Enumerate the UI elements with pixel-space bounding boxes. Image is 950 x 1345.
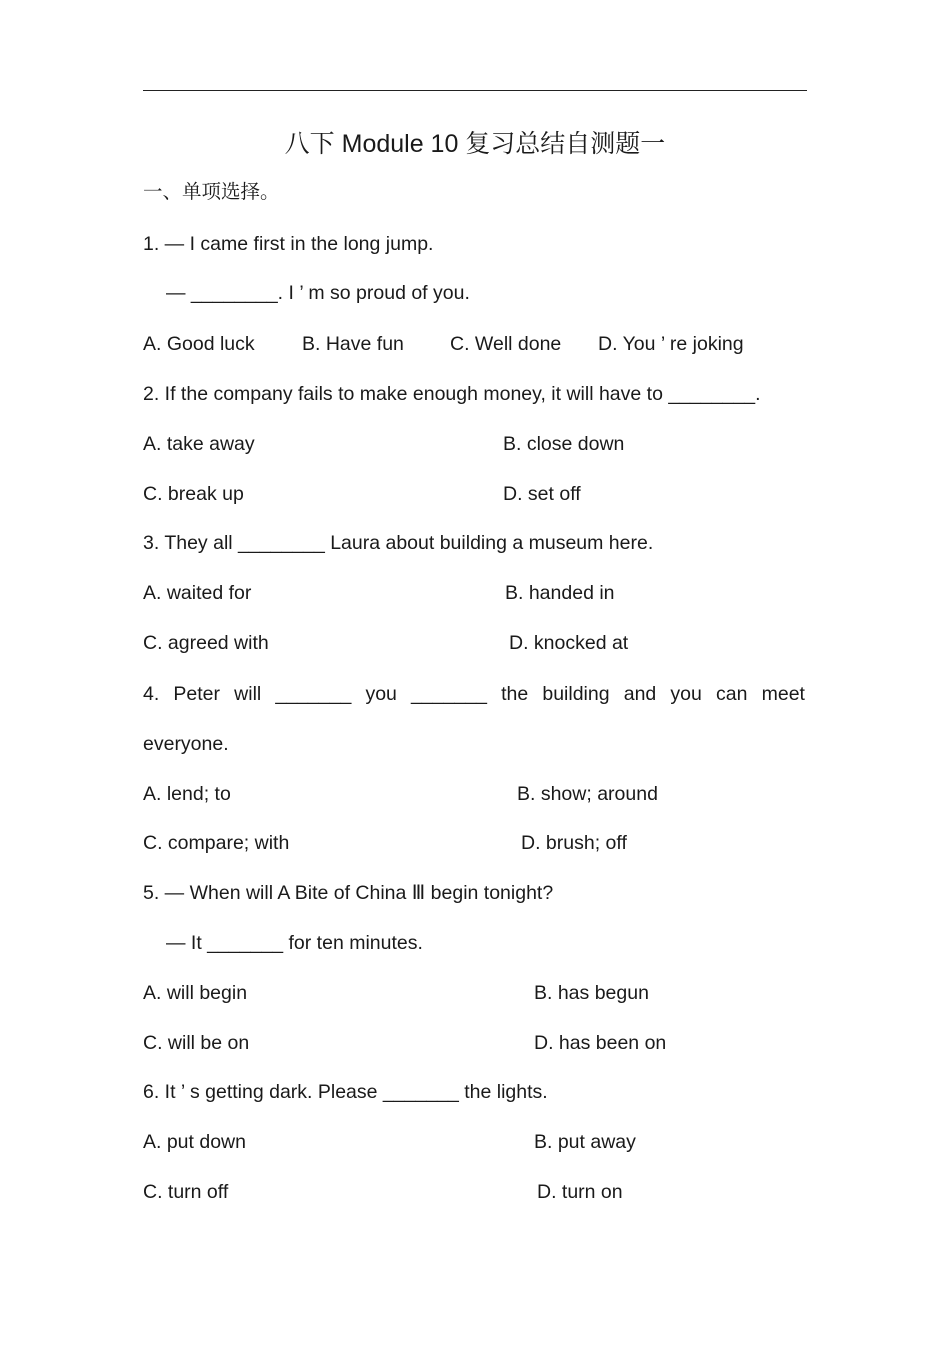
question-1-stem: 1. — I came first in the long jump. <box>143 233 434 255</box>
question-1-option-d: D. You ’ re joking <box>598 333 744 355</box>
q4-word: can <box>716 683 748 705</box>
question-3-option-a: A. waited for <box>143 582 252 604</box>
q4-word: and <box>623 683 657 705</box>
question-5-option-d: D. has been on <box>534 1032 667 1054</box>
question-5-option-c: C. will be on <box>143 1032 250 1054</box>
question-6-option-a: A. put down <box>143 1131 246 1153</box>
question-2-option-c: C. break up <box>143 483 244 505</box>
question-6-option-d: D. turn on <box>537 1181 623 1203</box>
question-3-stem: 3. They all ________ Laura about building a museum here. <box>143 532 654 554</box>
question-5-option-b: B. has begun <box>534 982 649 1004</box>
question-3-option-c: C. agreed with <box>143 632 269 654</box>
section-heading: 一、单项选择。 <box>143 181 280 203</box>
question-1-option-c: C. Well done <box>450 333 562 355</box>
question-1-reply: — ________. I ’ m so proud of you. <box>166 282 470 304</box>
page-title: 八下 Module 10 复习总结自测题一 <box>284 130 666 158</box>
question-2-stem: 2. If the company fails to make enough money, it will have to ________. <box>143 383 761 405</box>
question-2-option-a: A. take away <box>143 433 255 455</box>
q4-word: Peter <box>173 683 221 705</box>
q4-word: you <box>670 683 702 705</box>
question-4-stem-continued: everyone. <box>143 733 229 755</box>
question-1-option-b: B. Have fun <box>302 333 404 355</box>
question-6-stem: 6. It ’ s getting dark. Please _______ the lights. <box>143 1081 548 1103</box>
q4-word: meet <box>761 683 805 705</box>
question-4-option-a: A. lend; to <box>143 783 231 805</box>
q4-word: 4. <box>143 683 160 705</box>
question-6-option-c: C. turn off <box>143 1181 229 1203</box>
q4-blank: _______ <box>275 683 352 705</box>
q4-word: the <box>501 683 529 705</box>
question-1-option-a: A. Good luck <box>143 333 255 355</box>
question-6-option-b: B. put away <box>534 1131 636 1153</box>
question-5-stem: 5. — When will A Bite of China Ⅲ begin tonight? <box>143 882 554 904</box>
header-rule <box>143 90 807 91</box>
question-5-option-a: A. will begin <box>143 982 248 1004</box>
question-4-option-c: C. compare; with <box>143 832 290 854</box>
question-4-option-b: B. show; around <box>517 783 658 805</box>
q4-blank: _______ <box>411 683 487 705</box>
question-5-reply: — It _______ for ten minutes. <box>166 932 423 954</box>
question-3-option-d: D. knocked at <box>509 632 629 654</box>
q4-word: will <box>234 683 262 705</box>
question-2-option-b: B. close down <box>503 433 625 455</box>
q4-word: you <box>365 683 397 705</box>
question-4-stem <box>143 680 805 708</box>
q4-word: building <box>542 683 610 705</box>
question-4-option-d: D. brush; off <box>521 832 627 854</box>
question-2-option-d: D. set off <box>503 483 581 505</box>
question-3-option-b: B. handed in <box>505 582 615 604</box>
